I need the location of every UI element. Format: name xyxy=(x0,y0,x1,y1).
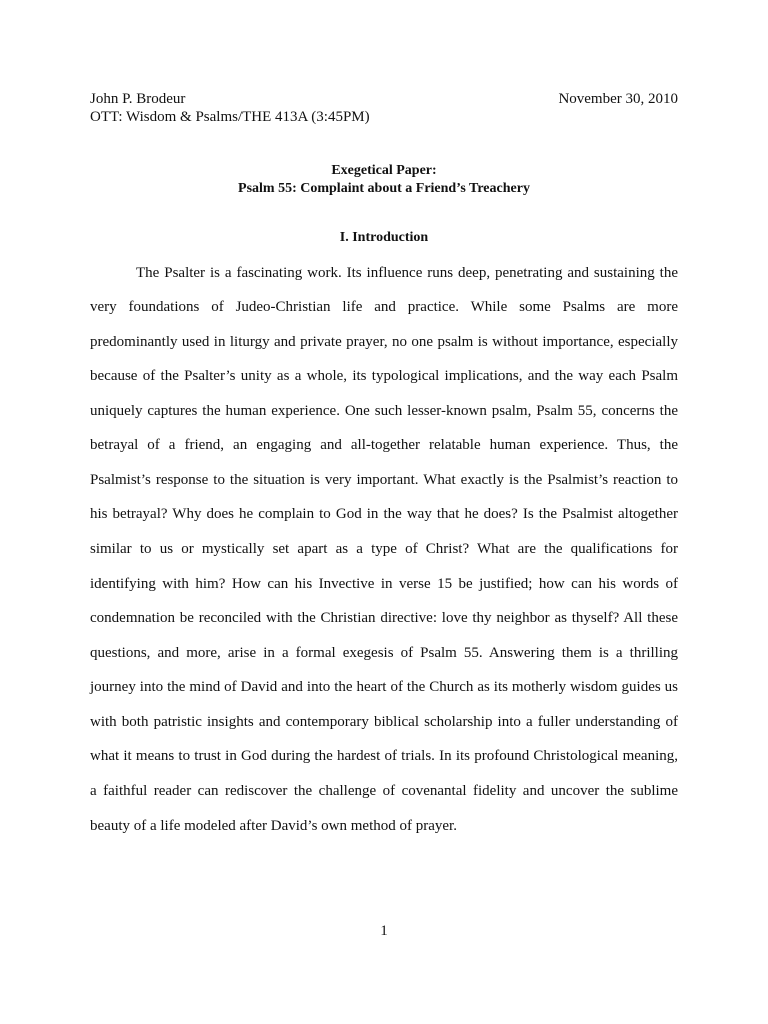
paper-title-line-1: Exegetical Paper: xyxy=(331,163,437,178)
section-heading-introduction: I. Introduction xyxy=(339,230,429,245)
body-line: similar to us or mystically set apart as a type of Christ? What are the qualifications for xyxy=(90,541,678,557)
course-info: OTT: Wisdom & Psalms/THE 413A (3:45PM) xyxy=(90,109,370,125)
body-line: questions, and more, arise in a formal exegesis of Psalm 55. Answering them is a thrilling xyxy=(90,645,678,661)
body-line: very foundations of Judeo-Christian life and practice. While some Psalms are more xyxy=(90,299,678,315)
body-line: uniquely captures the human experience. One such lesser-known psalm, Psalm 55, concerns the xyxy=(90,403,678,419)
body-line: his betrayal? Why does he complain to God in the way that he does? Is the Psalmist altogether xyxy=(90,506,678,522)
body-line: predominantly used in liturgy and private prayer, no one psalm is without importance, especially xyxy=(90,334,678,350)
body-line: journey into the mind of David and into the heart of the Church as its motherly wisdom guides us xyxy=(90,679,678,695)
body-line: beauty of a life modeled after David’s own method of prayer. xyxy=(90,818,457,834)
page-number: 1 xyxy=(380,923,388,939)
author-name: John P. Brodeur xyxy=(90,91,186,107)
body-line: because of the Psalter’s unity as a whole, its typological implications, and the way each Psalm xyxy=(90,368,678,384)
paper-date: November 30, 2010 xyxy=(558,91,678,107)
body-line: identifying with him? How can his Invective in verse 15 be justified; how can his words of xyxy=(90,576,678,592)
body-line: what it means to trust in God during the hardest of trials. In its profound Christological meaning, xyxy=(90,748,678,764)
body-line: The Psalter is a fascinating work. Its influence runs deep, penetrating and sustaining the xyxy=(136,265,678,281)
body-line: with both patristic insights and contemporary biblical scholarship into a fuller understanding of xyxy=(90,714,678,730)
body-line: condemnation be reconciled with the Christian directive: love thy neighbor as thyself? All these xyxy=(90,610,678,626)
paper-title-line-2: Psalm 55: Complaint about a Friend’s Treachery xyxy=(238,181,530,196)
body-line: betrayal of a friend, an engaging and all-together relatable human experience. Thus, the xyxy=(90,437,678,453)
body-line: a faithful reader can rediscover the challenge of covenantal fidelity and uncover the sublime xyxy=(90,783,678,799)
body-line: Psalmist’s response to the situation is very important. What exactly is the Psalmist’s reaction to xyxy=(90,472,678,488)
